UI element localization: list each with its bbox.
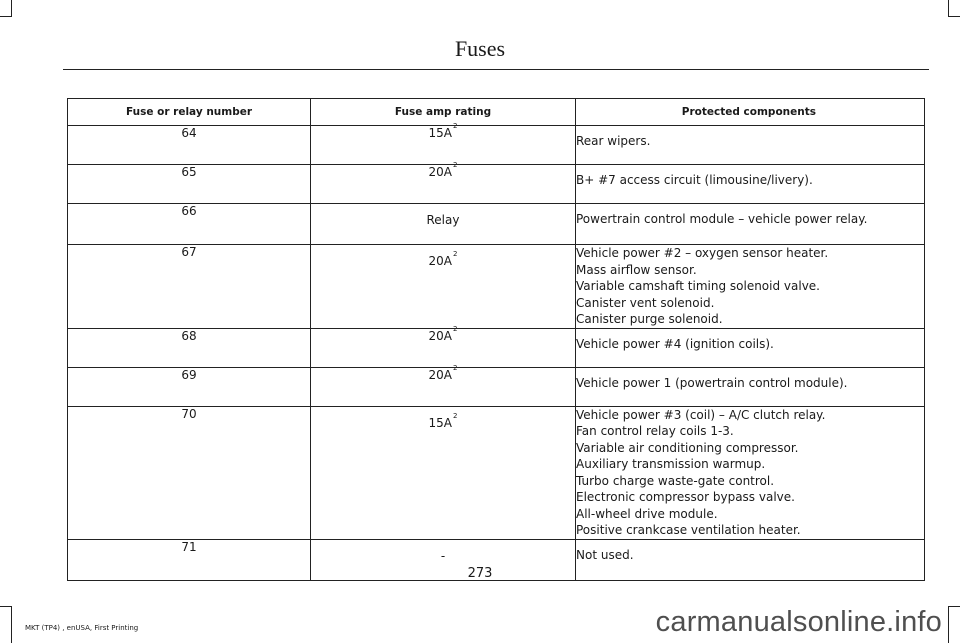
- fuse-number-cell: 67: [68, 245, 311, 329]
- amp-rating-cell: [311, 324, 576, 367]
- column-header-amp-rating: Fuse amp rating: [311, 99, 576, 126]
- protected-components-cell: [576, 204, 925, 245]
- fuse-number-cell: 68: [68, 328, 311, 367]
- component-line: Vehicle power #3 (coil) – A/C clutch relay.: [576, 407, 826, 422]
- component-line: Not used.: [576, 547, 634, 562]
- fuse-number-cell: 65: [68, 165, 311, 204]
- component-line: Positive crankcase ventilation heater.: [576, 523, 801, 537]
- table-row: [68, 367, 925, 406]
- table-row: [68, 406, 925, 539]
- component-line: Canister purge solenoid.: [576, 312, 723, 326]
- component-line: Auxiliary transmission warmup.: [576, 457, 766, 471]
- protected-components-cell: [576, 245, 925, 329]
- component-line: Turbo charge waste-gate control.: [576, 473, 775, 488]
- footer-print-info: MKT (TP4) , enUSA, First Printing: [25, 624, 139, 632]
- component-line: Rear wipers.: [576, 134, 651, 148]
- amp-rating-value: 15A: [428, 126, 452, 140]
- table-row: [68, 328, 925, 367]
- amp-rating-value: 15A: [428, 415, 452, 430]
- amp-rating-cell: [311, 406, 576, 539]
- footnote-marker: 2: [453, 411, 458, 420]
- table-header-row: [68, 99, 925, 126]
- table-row: [68, 165, 925, 204]
- crop-mark-bottom-right: [948, 606, 960, 643]
- table-row: [68, 245, 925, 329]
- fuse-number-cell: 66: [68, 204, 311, 245]
- fuse-number-cell: 64: [68, 126, 311, 165]
- amp-rating-value: 20A: [428, 367, 452, 382]
- crop-mark-bottom-left: [0, 606, 12, 643]
- protected-components-cell: [576, 165, 925, 204]
- amp-rating-value: 20A: [428, 165, 452, 179]
- component-line: Electronic compressor bypass valve.: [576, 490, 795, 504]
- column-header-protected-components: Protected components: [576, 99, 925, 126]
- column-header-fuse-number: Fuse or relay number: [68, 99, 311, 126]
- amp-rating-value: -: [440, 548, 446, 563]
- amp-rating-cell: [311, 161, 576, 204]
- component-line: B+ #7 access circuit (limousine/livery).: [576, 173, 813, 187]
- page-title: Fuses: [454, 36, 506, 61]
- component-line: Variable camshaft timing solenoid valve.: [576, 279, 820, 293]
- crop-mark-top-left: [0, 0, 12, 17]
- fuse-number-cell: 70: [68, 406, 311, 539]
- footnote-marker: 2: [453, 161, 458, 169]
- amp-rating-value: Relay: [426, 213, 460, 227]
- fuse-number-cell: 71: [68, 539, 311, 580]
- component-line: Mass airflow sensor.: [576, 262, 697, 277]
- table-row: [68, 126, 925, 165]
- amp-rating-value: 20A: [428, 328, 452, 343]
- fuse-table-body: [68, 122, 925, 581]
- crop-mark-top-right: [948, 0, 960, 17]
- component-line: Fan control relay coils 1-3.: [576, 424, 734, 438]
- page-number: 273: [467, 566, 493, 581]
- component-line: Vehicle power #2 – oxygen sensor heater.: [576, 246, 829, 260]
- component-line: Vehicle power #4 (ignition coils).: [576, 336, 774, 351]
- fuse-table: [67, 98, 925, 581]
- table-row: [68, 204, 925, 245]
- footnote-marker: 2: [453, 122, 458, 130]
- component-line: All-wheel drive module.: [576, 506, 718, 521]
- amp-rating-cell: [311, 245, 576, 329]
- header-divider: [63, 69, 929, 70]
- protected-components-cell: [576, 328, 925, 367]
- amp-rating-value: 20A: [428, 254, 452, 268]
- protected-components-cell: [576, 367, 925, 406]
- protected-components-cell: [576, 406, 925, 539]
- footnote-marker: 2: [453, 363, 458, 372]
- amp-rating-cell: [311, 122, 576, 165]
- watermark: carmanualsonline.info: [655, 606, 942, 638]
- amp-rating-cell: [311, 204, 576, 245]
- fuse-number-cell: 69: [68, 367, 311, 406]
- amp-rating-cell: [311, 363, 576, 406]
- protected-components-cell: [576, 126, 925, 165]
- footnote-marker: 2: [453, 250, 458, 258]
- component-line: Powertrain control module – vehicle power relay.: [576, 212, 868, 226]
- footnote-marker: 2: [453, 324, 458, 333]
- component-line: Vehicle power 1 (powertrain control module).: [576, 375, 848, 390]
- component-line: Canister vent solenoid.: [576, 295, 715, 310]
- component-line: Variable air conditioning compressor.: [576, 440, 799, 455]
